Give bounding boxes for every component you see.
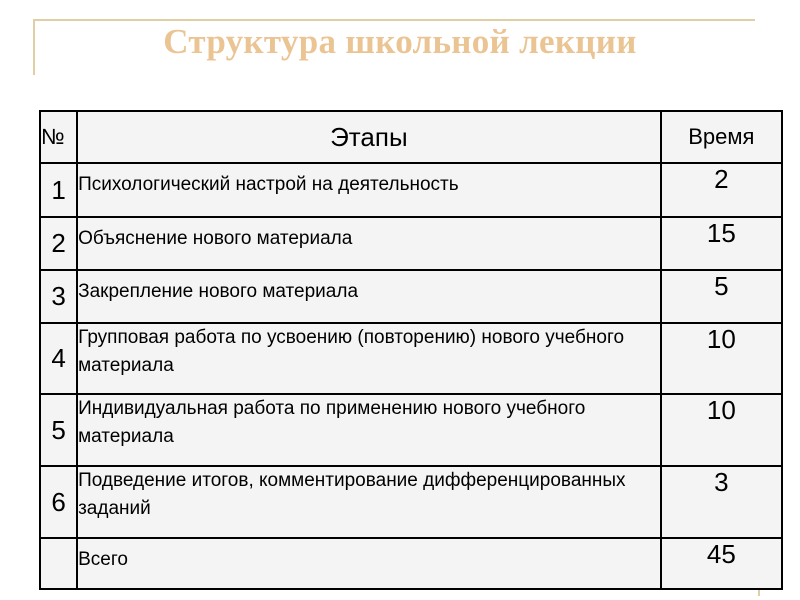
- row-stage: Закрепление нового материала: [77, 270, 661, 323]
- row-time: 10: [661, 394, 782, 466]
- row-number: 3: [40, 270, 77, 323]
- row-stage: Групповая работа по усвоению (повторению) нового учебного материала: [77, 323, 661, 394]
- row-number: 4: [40, 323, 77, 394]
- lecture-structure-table: [39, 110, 783, 590]
- table-row: [40, 394, 782, 466]
- total-time: 45: [661, 538, 782, 589]
- total-label: Всего: [77, 538, 661, 589]
- row-time: 5: [661, 270, 782, 323]
- header-number: №: [40, 111, 77, 163]
- row-number: 5: [40, 394, 77, 466]
- table-total-row: [40, 538, 782, 589]
- table-row: [40, 163, 782, 217]
- row-number: 6: [40, 466, 77, 538]
- slide-title: Структура школьной лекции: [163, 22, 637, 61]
- header-time: Время: [661, 111, 782, 163]
- row-stage: Психологический настрой на деятельность: [77, 163, 661, 217]
- row-number: 2: [40, 217, 77, 270]
- table-header-row: [40, 111, 782, 163]
- decorative-frame-top: [33, 19, 755, 21]
- table-row: [40, 270, 782, 323]
- row-stage: Индивидуальная работа по применению нового учебного материала: [77, 394, 661, 466]
- row-time: 2: [661, 163, 782, 217]
- table-row: [40, 466, 782, 538]
- row-time: 15: [661, 217, 782, 270]
- row-number: 1: [40, 163, 77, 217]
- row-stage: Подведение итогов, комментирование дифференцированных заданий: [77, 466, 661, 538]
- row-time: 3: [661, 466, 782, 538]
- table-row: [40, 323, 782, 394]
- row-stage: Объяснение нового материала: [77, 217, 661, 270]
- table-row: [40, 217, 782, 270]
- row-time: 10: [661, 323, 782, 394]
- header-stages: Этапы: [77, 111, 661, 163]
- total-number: [40, 538, 77, 589]
